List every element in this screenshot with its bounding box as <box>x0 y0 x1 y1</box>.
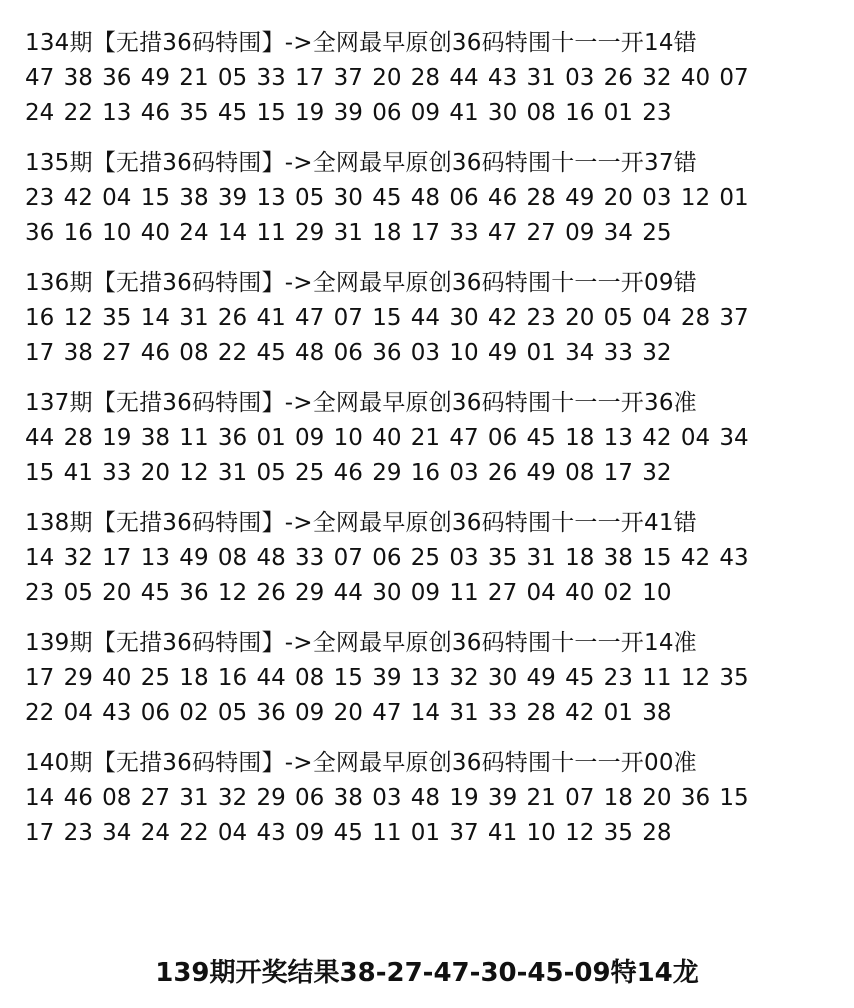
record-header: 139期【无措36码特围】->全网最早原创36码特围十一一开14准 <box>25 630 697 656</box>
number-row: 16 12 35 14 31 26 41 47 07 15 44 30 42 23 20 05 04 28 37 <box>25 305 749 331</box>
record-header: 134期【无措36码特围】->全网最早原创36码特围十一一开14错 <box>25 30 697 56</box>
record-header: 140期【无措36码特围】->全网最早原创36码特围十一一开00准 <box>25 750 697 776</box>
record-header: 137期【无措36码特围】->全网最早原创36码特围十一一开36准 <box>25 390 697 416</box>
number-row: 17 23 34 24 22 04 43 09 45 11 01 37 41 10 12 35 28 <box>25 820 672 846</box>
number-row: 17 29 40 25 18 16 44 08 15 39 13 32 30 49 45 23 11 12 35 <box>25 665 749 691</box>
draw-result-footer: 139期开奖结果38-27-47-30-45-09特14龙 <box>155 958 699 988</box>
record-header: 135期【无措36码特围】->全网最早原创36码特围十一一开37错 <box>25 150 697 176</box>
record-header: 138期【无措36码特围】->全网最早原创36码特围十一一开41错 <box>25 510 697 536</box>
record-header: 136期【无措36码特围】->全网最早原创36码特围十一一开09错 <box>25 270 697 296</box>
number-row: 47 38 36 49 21 05 33 17 37 20 28 44 43 31 03 26 32 40 07 <box>25 65 749 91</box>
record-140 <box>25 746 845 851</box>
number-row: 23 42 04 15 38 39 13 05 30 45 48 06 46 28 49 20 03 12 01 <box>25 185 749 211</box>
number-row: 15 41 33 20 12 31 05 25 46 29 16 03 26 49 08 17 32 <box>25 460 672 486</box>
record-137 <box>25 386 845 491</box>
number-row: 17 38 27 46 08 22 45 48 06 36 03 10 49 01 34 33 32 <box>25 340 672 366</box>
number-row: 24 22 13 46 35 45 15 19 39 06 09 41 30 08 16 01 23 <box>25 100 672 126</box>
prediction-records <box>25 26 845 866</box>
record-134 <box>25 26 845 131</box>
number-row: 14 46 08 27 31 32 29 06 38 03 48 19 39 21 07 18 20 36 15 <box>25 785 749 811</box>
number-row: 23 05 20 45 36 12 26 29 44 30 09 11 27 04 40 02 10 <box>25 580 672 606</box>
number-row: 14 32 17 13 49 08 48 33 07 06 25 03 35 31 18 38 15 42 43 <box>25 545 749 571</box>
number-row: 22 04 43 06 02 05 36 09 20 47 14 31 33 28 42 01 38 <box>25 700 672 726</box>
record-139 <box>25 626 845 731</box>
number-row: 44 28 19 38 11 36 01 09 10 40 21 47 06 45 18 13 42 04 34 <box>25 425 749 451</box>
record-138 <box>25 506 845 611</box>
record-136 <box>25 266 845 371</box>
number-row: 36 16 10 40 24 14 11 29 31 18 17 33 47 27 09 34 25 <box>25 220 672 246</box>
record-135 <box>25 146 845 251</box>
